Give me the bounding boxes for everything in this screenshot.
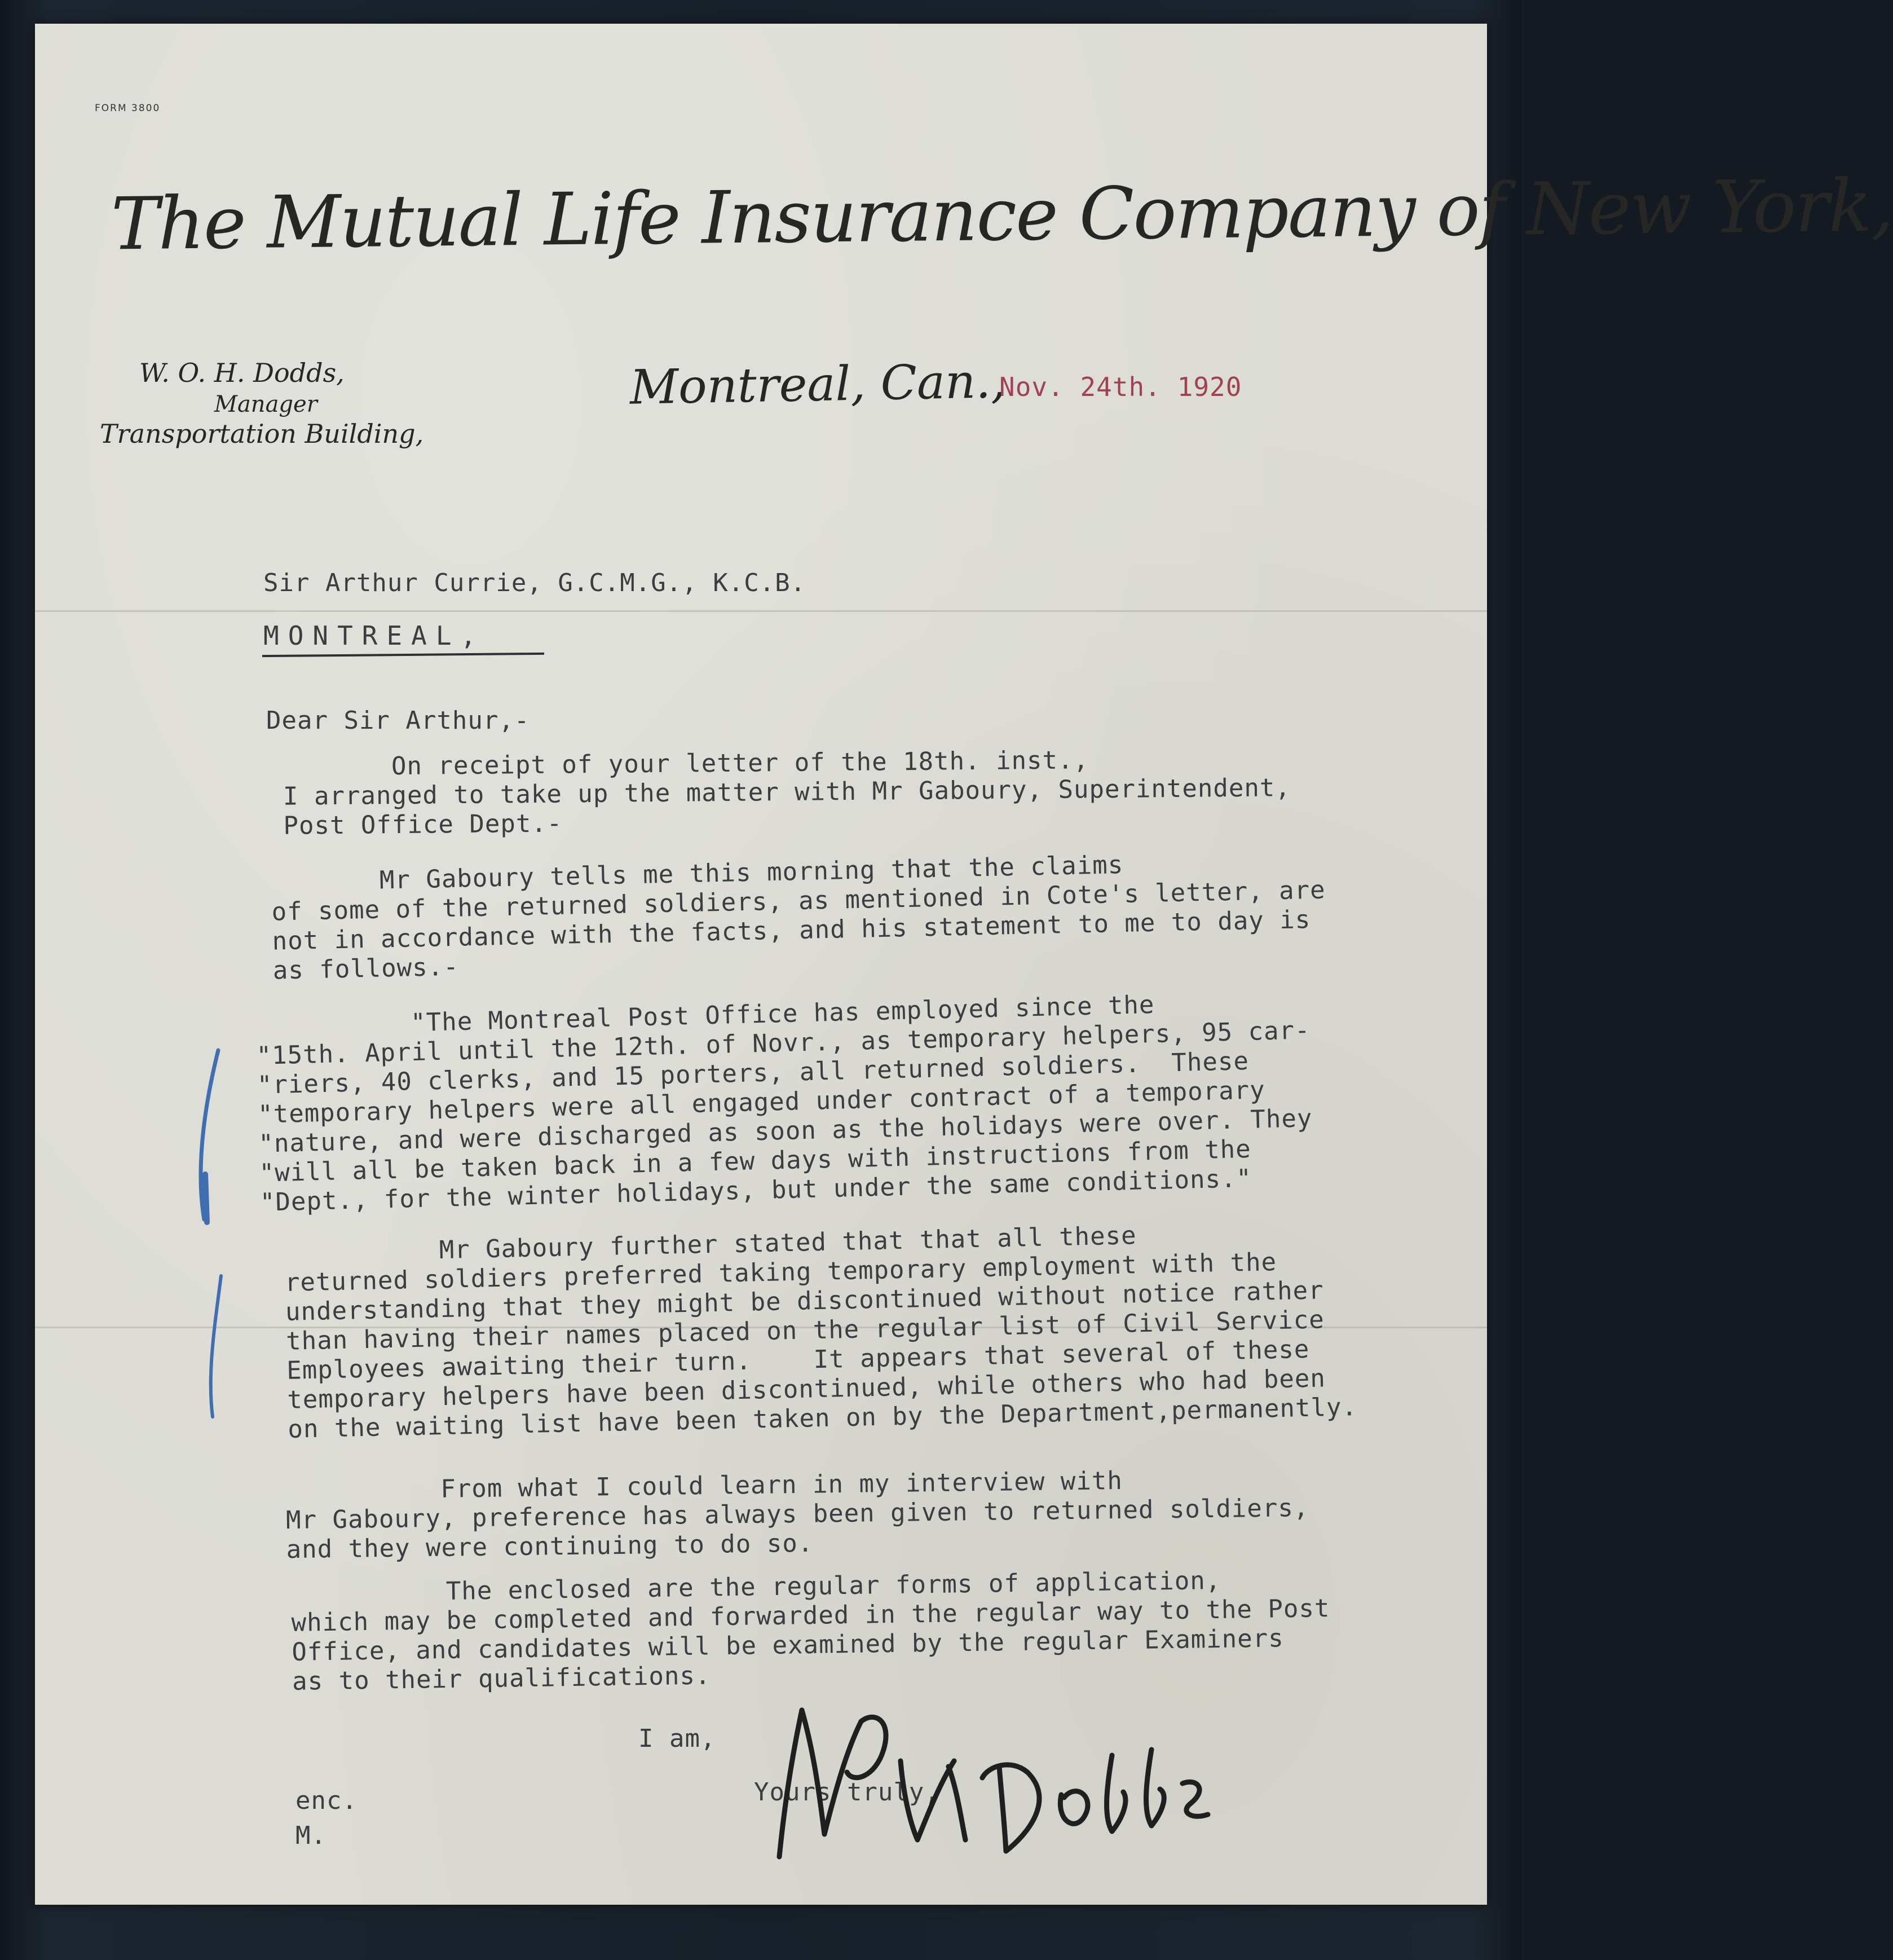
recipient-city: MONTREAL, xyxy=(263,620,486,651)
manager-title: Manager xyxy=(214,391,317,417)
recipient-name: Sir Arthur Currie, G.C.M.G., K.C.B. xyxy=(263,569,806,597)
body-paragraph-1: On receipt of your letter of the 18th. inst., I arranged to take up the matter with Mr Gaboury, Superintendent, Post Office Dept.- xyxy=(283,746,1291,840)
handwritten-signature xyxy=(762,1688,1214,1874)
letter-page xyxy=(35,24,1893,1905)
recipient-city-underline xyxy=(262,653,544,657)
manager-building: Transportation Building, xyxy=(100,419,424,449)
form-number: FORM 3800 xyxy=(95,103,161,114)
body-paragraph-2: Mr Gaboury tells me this morning that the claims of some of the returned soldiers, as mentioned in Cote's letter, are not in accordance with the facts, and his statement to me to day is as follows.- xyxy=(271,850,1326,985)
postmaster-quote: "The Montreal Post Office has employed since the "15th. April until the 12th. of Novr., as temporary helpers, 95 car- "riers, 40 clerks, and 15 porters, all returned soldiers. These "temporary helpers were all engaged under contract of a temporary "nature, and were discharged as soon as the holidays were over. They "will all be taken back in a few days with instructions from the "Dept., for the winter holidays, but under the same conditions." xyxy=(255,990,1313,1217)
body-paragraph-5: The enclosed are the regular forms of application, which may be completed and forwarded in the regular way to the Post Office, and candidates will be examined by the regular Examiners as to their qualifications. xyxy=(290,1566,1330,1696)
body-paragraph-3: Mr Gaboury further stated that that all these returned soldiers preferred taking temporary employment with the understanding that they might be discontinued without notice rather than having their names placed on the regular list of Civil Service Employees awaiting their turn. It appears that several of these temporary helpers have been discontinued, while others who had been on the waiting list have been taken on by the Department,permanently. xyxy=(284,1221,1358,1444)
closing-line: I am, xyxy=(638,1724,716,1753)
enclosure-note: enc. M. xyxy=(295,1786,358,1850)
company-name: The Mutual Life Insurance Company of New York, xyxy=(111,164,1893,267)
salutation: Dear Sir Arthur,- xyxy=(266,706,530,735)
paper-fold-line xyxy=(35,610,1487,612)
letterhead-city: Montreal, Can., xyxy=(629,353,1007,415)
body-paragraph-4: From what I could learn in my interview with Mr Gaboury, preference has always been given to returned soldiers, and they were continuing to do so. xyxy=(285,1466,1309,1565)
complimentary-close: Yours truly, xyxy=(754,1778,940,1807)
letter-date: Nov. 24th. 1920 xyxy=(999,372,1242,402)
manager-name: W. O. H. Dodds, xyxy=(139,358,345,388)
